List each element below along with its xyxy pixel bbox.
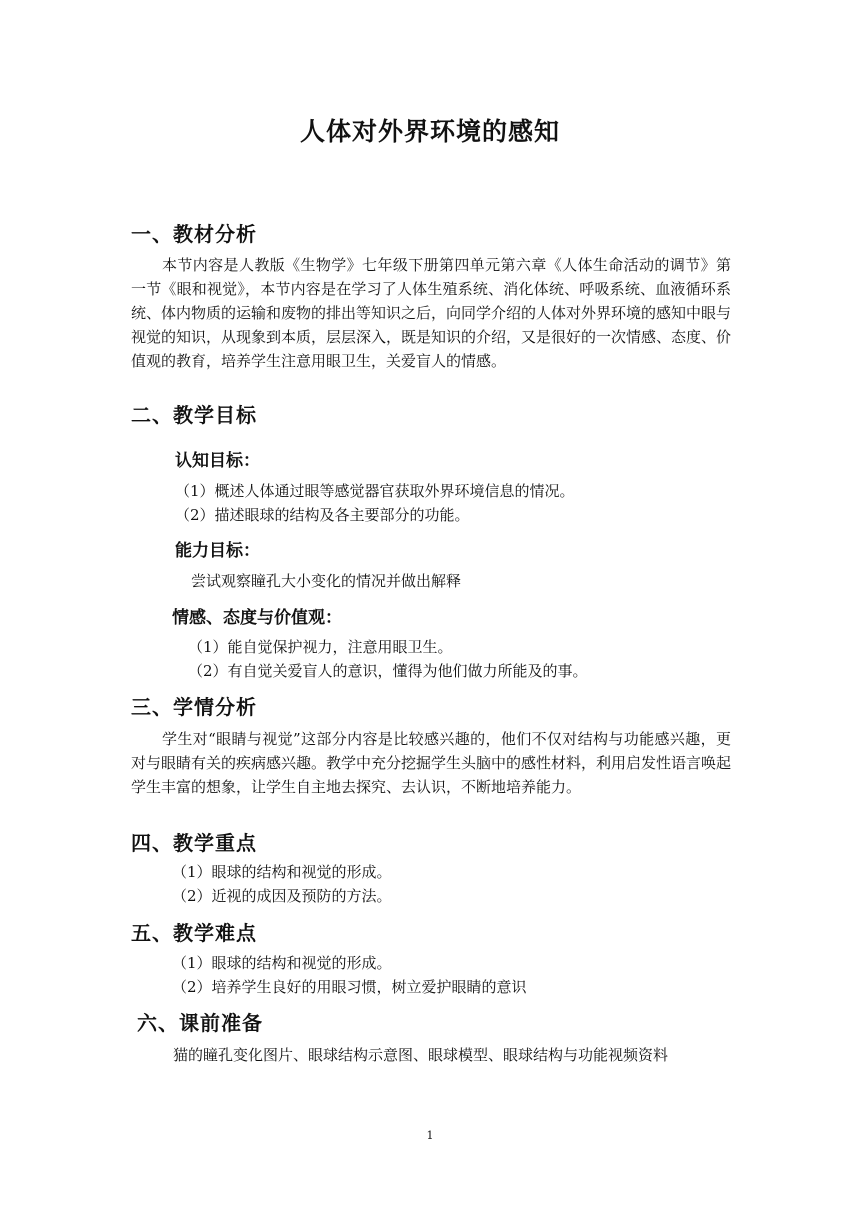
ability-goal-text: 尝试观察瞳孔大小变化的情况并做出解释 (191, 572, 462, 590)
section-body-3: 学生对“眼睛与视觉”这部分内容是比较感兴趣的，他们不仅对结构与功能感兴趣，更对与眼睛有关的疾病感兴趣。教学中充分挖掘学生头脑中的感性材料，利用启发性语言唤起学生丰富的想象，让学生自主地去探究、去认识，不断地培养能力。 (131, 730, 732, 796)
section-heading-5: 五、教学难点 (131, 921, 257, 945)
cognitive-goal-item-1: （1）概述人体通过眼等感觉器官获取外界环境信息的情况。 (175, 482, 575, 500)
page-number: 1 (426, 1129, 434, 1142)
difficulty-item-2: （2）培养学生良好的用眼习惯，树立爱护眼睛的意识 (172, 978, 527, 996)
key-point-item-2: （2）近视的成因及预防的方法。 (172, 887, 392, 905)
section-heading-2: 二、教学目标 (131, 403, 257, 427)
section-heading-3: 三、学情分析 (131, 695, 257, 719)
difficulty-item-1: （1）眼球的结构和视觉的形成。 (172, 954, 392, 972)
ability-goal-label: 能力目标： (175, 541, 260, 561)
section-heading-6: 六、课前准备 (137, 1011, 263, 1035)
section-heading-1: 一、教材分析 (131, 222, 257, 246)
cognitive-goal-label: 认知目标： (175, 451, 260, 471)
key-point-item-1: （1）眼球的结构和视觉的形成。 (172, 863, 392, 881)
section-body-1: 本节内容是人教版《生物学》七年级下册第四单元第六章《人体生命活动的调节》第一节《眼和视觉》，本节内容是在学习了人体生殖系统、消化体统、呼吸系统、血液循环系统、体内物质的运输和废物的排出等知识之后，向同学介绍的人体对外界环境的感知中眼与视觉的知识，从现象到本质，层层深入，既是知识的介绍，又是很好的一次情感、态度、价值观的教育，培养学生注意用眼卫生，关爱盲人的情感。 (131, 256, 732, 370)
emotion-goal-item-2: （2）有自觉关爱盲人的意识，懂得为他们做力所能及的事。 (188, 662, 588, 680)
cognitive-goal-item-2: （2）描述眼球的结构及各主要部分的功能。 (175, 506, 470, 524)
section-heading-4: 四、教学重点 (131, 831, 257, 855)
emotion-goal-item-1: （1）能自觉保护视力，注意用眼卫生。 (188, 638, 453, 656)
document-title: 人体对外界环境的感知 (299, 117, 560, 146)
emotion-goal-label: 情感、态度与价值观： (172, 608, 342, 628)
section-body-6: 猫的瞳孔变化图片、眼球结构示意图、眼球模型、眼球结构与功能视频资料 (173, 1046, 669, 1064)
